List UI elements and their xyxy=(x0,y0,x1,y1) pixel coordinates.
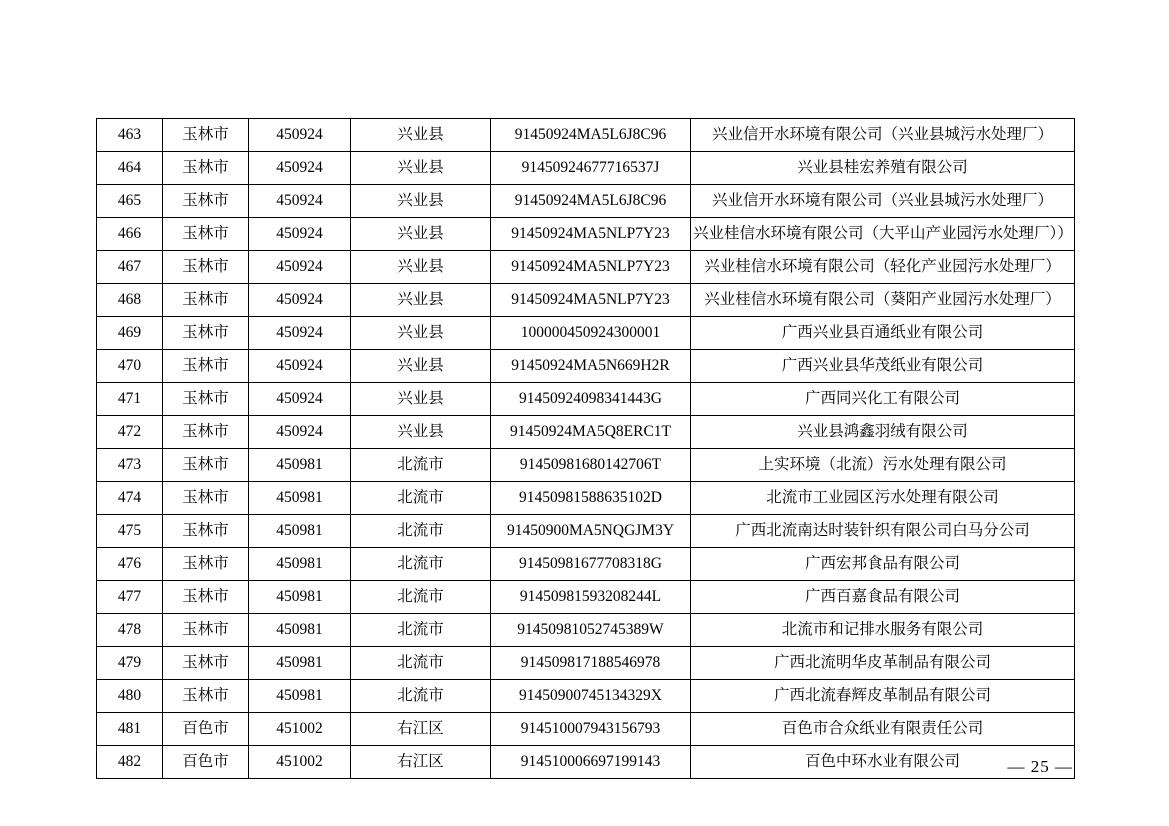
cell-company-name: 兴业信开水环境有限公司（兴业县城污水处理厂） xyxy=(691,185,1075,218)
cell-index: 468 xyxy=(97,284,163,317)
cell-index: 466 xyxy=(97,218,163,251)
table-row xyxy=(97,218,1075,251)
cell-credit-code: 91450924MA5NLP7Y23 xyxy=(491,284,691,317)
cell-company-name: 北流市和记排水服务有限公司 xyxy=(691,614,1075,647)
cell-division-code: 450981 xyxy=(249,548,351,581)
cell-credit-code: 91450900MA5NQGJM3Y xyxy=(491,515,691,548)
cell-district: 北流市 xyxy=(351,515,491,548)
cell-credit-code: 91450924MA5NLP7Y23 xyxy=(491,218,691,251)
cell-index: 478 xyxy=(97,614,163,647)
cell-city: 玉林市 xyxy=(163,218,249,251)
cell-division-code: 450981 xyxy=(249,647,351,680)
cell-index: 475 xyxy=(97,515,163,548)
cell-city: 玉林市 xyxy=(163,185,249,218)
cell-company-name: 兴业县桂宏养殖有限公司 xyxy=(691,152,1075,185)
cell-index: 474 xyxy=(97,482,163,515)
cell-index: 471 xyxy=(97,383,163,416)
cell-company-name: 广西北流明华皮革制品有限公司 xyxy=(691,647,1075,680)
cell-index: 481 xyxy=(97,713,163,746)
table-row xyxy=(97,251,1075,284)
cell-index: 479 xyxy=(97,647,163,680)
cell-district: 北流市 xyxy=(351,581,491,614)
cell-district: 北流市 xyxy=(351,482,491,515)
cell-credit-code: 914510006697199143 xyxy=(491,746,691,779)
cell-city: 百色市 xyxy=(163,746,249,779)
cell-city: 玉林市 xyxy=(163,647,249,680)
cell-index: 482 xyxy=(97,746,163,779)
cell-index: 469 xyxy=(97,317,163,350)
cell-city: 百色市 xyxy=(163,713,249,746)
cell-index: 477 xyxy=(97,581,163,614)
cell-city: 玉林市 xyxy=(163,680,249,713)
table-row xyxy=(97,680,1075,713)
cell-credit-code: 914510007943156793 xyxy=(491,713,691,746)
cell-division-code: 450924 xyxy=(249,416,351,449)
cell-credit-code: 91450924MA5N669H2R xyxy=(491,350,691,383)
table-row xyxy=(97,515,1075,548)
cell-credit-code: 100000450924300001 xyxy=(491,317,691,350)
cell-index: 467 xyxy=(97,251,163,284)
cell-company-name: 兴业县鸿鑫羽绒有限公司 xyxy=(691,416,1075,449)
cell-credit-code: 91450924MA5L6J8C96 xyxy=(491,119,691,152)
cell-city: 玉林市 xyxy=(163,383,249,416)
cell-company-name: 百色中环水业有限公司 xyxy=(691,746,1075,779)
cell-company-name: 上实环境（北流）污水处理有限公司 xyxy=(691,449,1075,482)
cell-credit-code: 91450924MA5Q8ERC1T xyxy=(491,416,691,449)
cell-company-name: 广西兴业县百通纸业有限公司 xyxy=(691,317,1075,350)
cell-city: 玉林市 xyxy=(163,317,249,350)
cell-district: 北流市 xyxy=(351,449,491,482)
cell-district: 兴业县 xyxy=(351,152,491,185)
cell-district: 北流市 xyxy=(351,680,491,713)
cell-credit-code: 91450924098341443G xyxy=(491,383,691,416)
cell-credit-code: 91450924MA5L6J8C96 xyxy=(491,185,691,218)
cell-city: 玉林市 xyxy=(163,284,249,317)
cell-division-code: 451002 xyxy=(249,746,351,779)
cell-division-code: 450924 xyxy=(249,383,351,416)
cell-division-code: 450924 xyxy=(249,218,351,251)
cell-credit-code: 91450981052745389W xyxy=(491,614,691,647)
cell-district: 北流市 xyxy=(351,614,491,647)
cell-company-name: 广西北流春辉皮革制品有限公司 xyxy=(691,680,1075,713)
cell-company-name: 兴业信开水环境有限公司（兴业县城污水处理厂） xyxy=(691,119,1075,152)
cell-division-code: 450924 xyxy=(249,350,351,383)
cell-index: 464 xyxy=(97,152,163,185)
cell-company-name: 兴业桂信水环境有限公司（轻化产业园污水处理厂） xyxy=(691,251,1075,284)
cell-credit-code: 91450924677716537J xyxy=(491,152,691,185)
cell-company-name: 北流市工业园区污水处理有限公司 xyxy=(691,482,1075,515)
table-row xyxy=(97,482,1075,515)
cell-company-name: 广西宏邦食品有限公司 xyxy=(691,548,1075,581)
cell-district: 右江区 xyxy=(351,746,491,779)
cell-district: 北流市 xyxy=(351,647,491,680)
table-row xyxy=(97,713,1075,746)
cell-city: 玉林市 xyxy=(163,614,249,647)
cell-company-name: 广西同兴化工有限公司 xyxy=(691,383,1075,416)
cell-company-name: 百色市合众纸业有限责任公司 xyxy=(691,713,1075,746)
table-row xyxy=(97,581,1075,614)
table-row xyxy=(97,548,1075,581)
enterprise-list-table-wrapper xyxy=(96,118,1074,779)
cell-division-code: 451002 xyxy=(249,713,351,746)
cell-city: 玉林市 xyxy=(163,251,249,284)
cell-division-code: 450924 xyxy=(249,251,351,284)
table-body xyxy=(97,119,1075,779)
cell-division-code: 450981 xyxy=(249,482,351,515)
cell-division-code: 450981 xyxy=(249,449,351,482)
table-row xyxy=(97,350,1075,383)
table-row xyxy=(97,185,1075,218)
cell-index: 472 xyxy=(97,416,163,449)
table-row xyxy=(97,317,1075,350)
cell-city: 玉林市 xyxy=(163,416,249,449)
cell-city: 玉林市 xyxy=(163,449,249,482)
cell-credit-code: 91450981677708318G xyxy=(491,548,691,581)
cell-city: 玉林市 xyxy=(163,482,249,515)
cell-division-code: 450924 xyxy=(249,284,351,317)
cell-district: 右江区 xyxy=(351,713,491,746)
table-row xyxy=(97,746,1075,779)
cell-index: 465 xyxy=(97,185,163,218)
cell-credit-code: 91450981680142706T xyxy=(491,449,691,482)
cell-credit-code: 914509817188546978 xyxy=(491,647,691,680)
cell-index: 473 xyxy=(97,449,163,482)
table-row xyxy=(97,449,1075,482)
cell-district: 兴业县 xyxy=(351,416,491,449)
cell-division-code: 450981 xyxy=(249,680,351,713)
table-row xyxy=(97,416,1075,449)
cell-index: 470 xyxy=(97,350,163,383)
cell-division-code: 450924 xyxy=(249,317,351,350)
table-row xyxy=(97,152,1075,185)
cell-district: 兴业县 xyxy=(351,119,491,152)
enterprise-list-table xyxy=(96,118,1075,779)
cell-division-code: 450981 xyxy=(249,515,351,548)
table-row xyxy=(97,614,1075,647)
cell-district: 北流市 xyxy=(351,548,491,581)
cell-district: 兴业县 xyxy=(351,218,491,251)
cell-division-code: 450924 xyxy=(249,119,351,152)
table-row xyxy=(97,383,1075,416)
table-row xyxy=(97,647,1075,680)
table-row xyxy=(97,119,1075,152)
cell-division-code: 450924 xyxy=(249,185,351,218)
cell-company-name: 广西北流南达时装针织有限公司白马分公司 xyxy=(691,515,1075,548)
table-row xyxy=(97,284,1075,317)
cell-division-code: 450981 xyxy=(249,581,351,614)
cell-district: 兴业县 xyxy=(351,251,491,284)
cell-division-code: 450981 xyxy=(249,614,351,647)
cell-city: 玉林市 xyxy=(163,515,249,548)
cell-company-name: 兴业桂信水环境有限公司（葵阳产业园污水处理厂） xyxy=(691,284,1075,317)
cell-company-name: 广西兴业县华茂纸业有限公司 xyxy=(691,350,1075,383)
cell-credit-code: 91450900745134329X xyxy=(491,680,691,713)
cell-index: 476 xyxy=(97,548,163,581)
cell-credit-code: 91450981588635102D xyxy=(491,482,691,515)
cell-city: 玉林市 xyxy=(163,548,249,581)
cell-division-code: 450924 xyxy=(249,152,351,185)
cell-city: 玉林市 xyxy=(163,581,249,614)
cell-credit-code: 91450924MA5NLP7Y23 xyxy=(491,251,691,284)
cell-index: 480 xyxy=(97,680,163,713)
page-number: — 25 — xyxy=(1007,757,1073,776)
cell-district: 兴业县 xyxy=(351,383,491,416)
cell-city: 玉林市 xyxy=(163,152,249,185)
cell-credit-code: 91450981593208244L xyxy=(491,581,691,614)
cell-index: 463 xyxy=(97,119,163,152)
cell-city: 玉林市 xyxy=(163,119,249,152)
cell-district: 兴业县 xyxy=(351,185,491,218)
cell-city: 玉林市 xyxy=(163,350,249,383)
cell-company-name: 兴业桂信水环境有限公司（大平山产业园污水处理厂）） xyxy=(691,218,1075,251)
cell-district: 兴业县 xyxy=(351,284,491,317)
cell-company-name: 广西百嘉食品有限公司 xyxy=(691,581,1075,614)
cell-district: 兴业县 xyxy=(351,350,491,383)
cell-district: 兴业县 xyxy=(351,317,491,350)
